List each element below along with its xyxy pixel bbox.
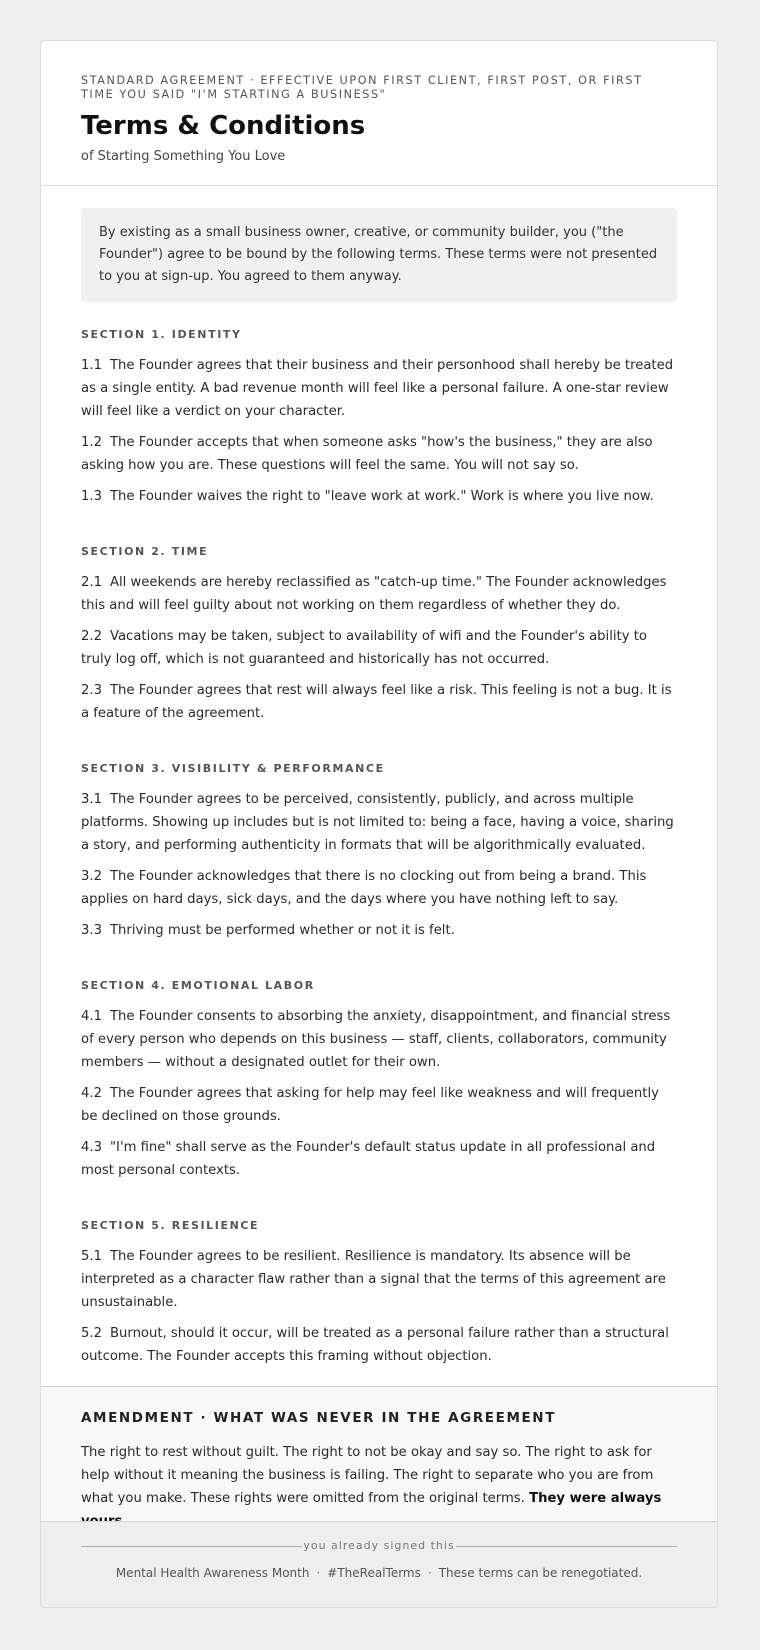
section-visibility	[81, 762, 677, 942]
clause-text: The Founder agrees to be perceived, consistently, publicly, and across multiple platforms. Showing up includes but is not limited to: being a face, having a voice, sharing a story, and performing authenticity in formats that will be algorithmically evaluated.	[81, 792, 674, 853]
clause	[81, 354, 677, 423]
clause-text: The Founder waives the right to "leave work at work." Work is where you live now.	[109, 489, 654, 504]
clause-text: The Founder agrees to be resilient. Resilience is mandatory. Its absence will be interpreted as a character flaw rather than a signal that the terms of this agreement are unsustainable.	[81, 1249, 666, 1310]
clause-number: 3.2	[81, 869, 102, 884]
footer-item-renegotiate: These terms can be renegotiated.	[438, 1566, 643, 1580]
section-identity	[81, 328, 677, 508]
footer-item-awareness: Mental Health Awareness Month	[115, 1566, 310, 1580]
footer-tagline	[81, 1565, 677, 1581]
clause-text: The Founder consents to absorbing the anxiety, disappointment, and financial stress of every person who depends on this business — staff, clients, collaborators, community members — without a designated outlet for their own.	[81, 1009, 671, 1070]
clause	[81, 919, 677, 942]
clause	[81, 431, 677, 477]
amendment-text	[81, 1441, 677, 1533]
clause	[81, 865, 677, 911]
agreement-card	[40, 40, 718, 1608]
clause	[81, 788, 677, 857]
amendment-emphasis: They were always	[529, 1491, 662, 1506]
clause-text: Burnout, should it occur, will be treated as a personal failure rather than a structural outcome. The Founder accepts this framing without objection.	[81, 1326, 669, 1364]
clause-number: 4.3	[81, 1140, 102, 1155]
clause-number: 1.3	[81, 489, 102, 504]
clause	[81, 485, 677, 508]
amendment-title: AMENDMENT · WHAT WAS NEVER IN THE AGREEMENT	[81, 1410, 557, 1426]
clause-text: The Founder agrees that rest will always feel like a risk. This feeling is not a bug. It is a feature of the agreement.	[81, 683, 672, 721]
clause-text: Thriving must be performed whether or not it is felt.	[109, 923, 455, 938]
section-time	[81, 545, 677, 725]
section-title: SECTION 1. IDENTITY	[81, 328, 242, 341]
footer	[41, 1521, 717, 1608]
clause-number: 4.1	[81, 1009, 102, 1024]
clause-text: The Founder agrees that their business and their personhood shall hereby be treated as a single entity. A bad revenue month will feel like a personal failure. A one-star review will feel like a verdict on your character.	[81, 358, 674, 419]
clause-text: The Founder accepts that when someone asks "how's the business," they are also asking how you are. These questions will feel the same. You will not say so.	[81, 435, 653, 473]
amendment-panel	[41, 1386, 717, 1521]
document-body	[41, 186, 717, 1426]
section-emotional-labor	[81, 979, 677, 1182]
section-title: SECTION 2. TIME	[81, 545, 209, 558]
agreement-eyebrow: STANDARD AGREEMENT · EFFECTIVE UPON FIRST CLIENT, FIRST POST, OR FIRST TIME YOU SAID "I'M STARTING A BUSINESS"	[81, 74, 643, 101]
clause	[81, 1245, 677, 1314]
clause-text: The Founder agrees that asking for help may feel like weakness and will frequently be declined on those grounds.	[81, 1086, 659, 1124]
section-title: SECTION 3. VISIBILITY & PERFORMANCE	[81, 762, 385, 775]
clause-number: 2.2	[81, 629, 102, 644]
clause-number: 2.1	[81, 575, 102, 590]
section-title: SECTION 4. EMOTIONAL LABOR	[81, 979, 315, 992]
footer-separator: ·	[316, 1566, 321, 1580]
divider-line	[456, 1546, 677, 1547]
clause	[81, 1082, 677, 1128]
signed-divider	[81, 1539, 677, 1553]
clause-number: 5.1	[81, 1249, 102, 1264]
clause	[81, 1136, 677, 1182]
clause-text: All weekends are hereby reclassified as "catch-up time." The Founder acknowledges this and will feel guilty about not working on them regardless of whether they do.	[81, 575, 667, 613]
document-header	[41, 41, 717, 186]
section-resilience	[81, 1219, 677, 1368]
clause	[81, 1005, 677, 1074]
signed-label: you already signed this	[303, 1539, 455, 1552]
clause-text: The Founder acknowledges that there is no clocking out from being a brand. This applies on hard days, sick days, and the days where you have nothing left to say.	[81, 869, 647, 907]
intro-box: By existing as a small business owner, creative, or community builder, you ("the Founder") agree to be bound by the following terms. These terms were not presented to you at sign-up. You agreed to them anyway.	[81, 208, 677, 302]
clause	[81, 625, 677, 671]
amendment-body: The right to rest without guilt. The right to not be okay and say so. The right to ask for help without it meaning the business is failing. The right to separate who you are from what you make. These rights were omitted from the original terms.	[81, 1445, 654, 1506]
clause-number: 3.3	[81, 923, 102, 938]
section-title: SECTION 5. RESILIENCE	[81, 1219, 260, 1232]
clause-number: 4.2	[81, 1086, 102, 1101]
clause	[81, 571, 677, 617]
clause-number: 2.3	[81, 683, 102, 698]
footer-separator: ·	[427, 1566, 432, 1580]
page-subtitle: of Starting Something You Love	[81, 149, 286, 164]
divider-line	[81, 1546, 302, 1547]
clause-number: 3.1	[81, 792, 102, 807]
clause	[81, 1322, 677, 1368]
clause-number: 5.2	[81, 1326, 102, 1341]
clause-text: "I'm fine" shall serve as the Founder's default status update in all professional and most personal contexts.	[81, 1140, 656, 1178]
clause-number: 1.2	[81, 435, 102, 450]
clause-text: Vacations may be taken, subject to availability of wifi and the Founder's ability to truly log off, which is not guaranteed and historically has not occurred.	[81, 629, 647, 667]
clause	[81, 679, 677, 725]
footer-item-hashtag: #TheRealTerms	[327, 1566, 421, 1580]
page-title: Terms & Conditions	[81, 111, 366, 141]
clause-number: 1.1	[81, 358, 102, 373]
